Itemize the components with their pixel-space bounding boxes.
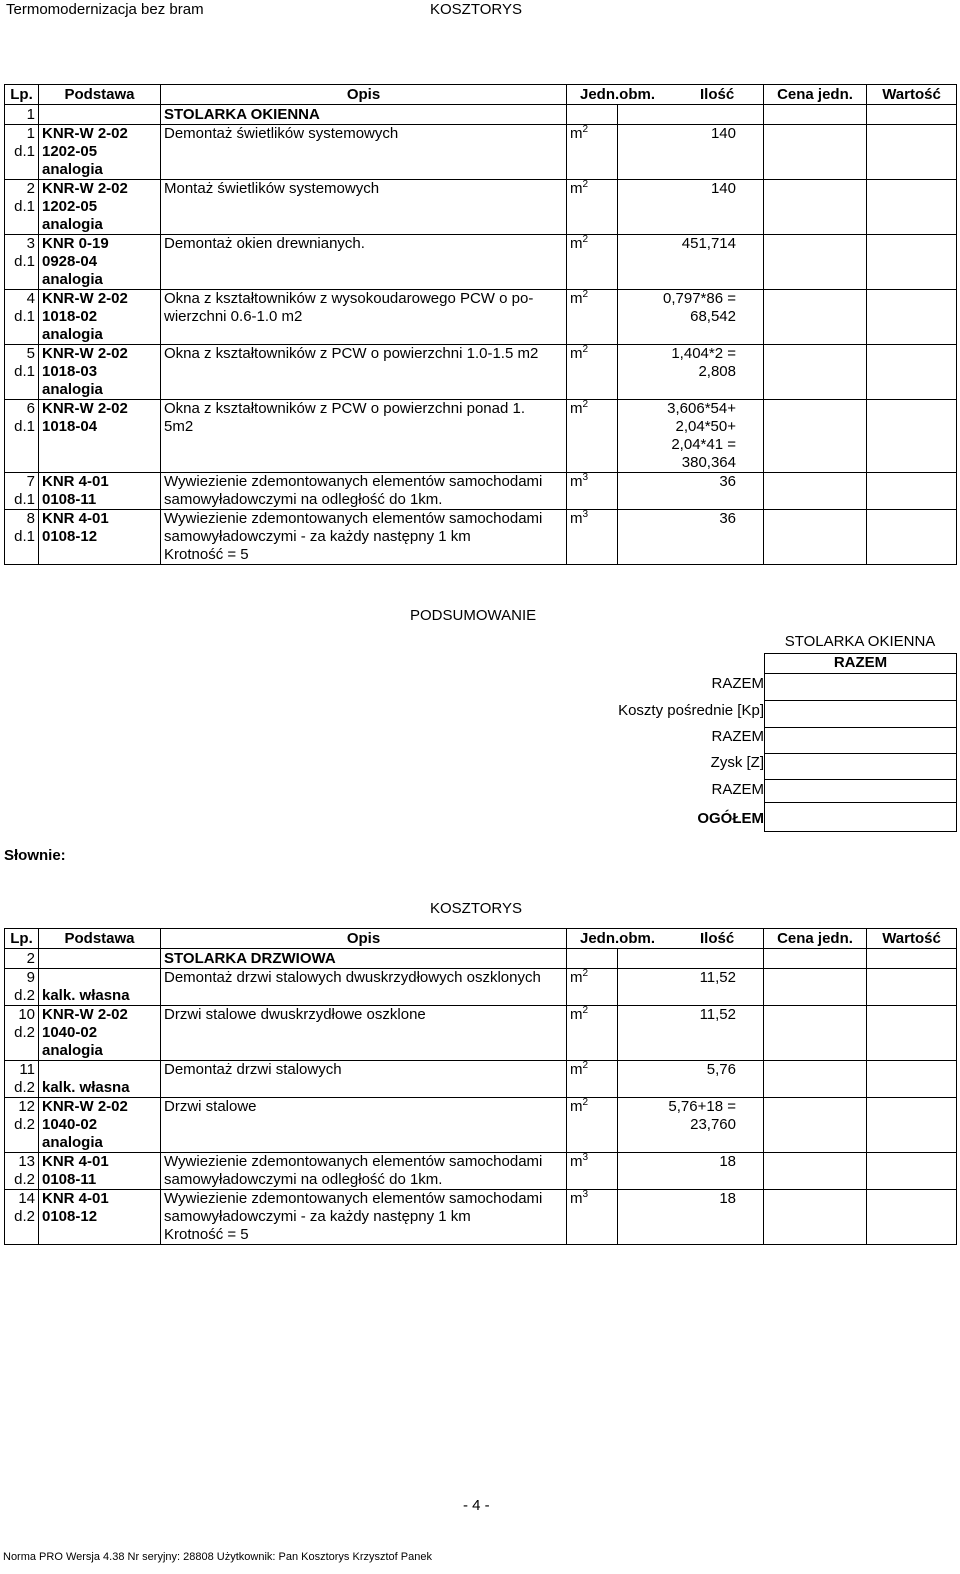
item-basis-line xyxy=(42,969,160,987)
item-number-line: 6 xyxy=(26,400,35,417)
item-unit-exponent: 2 xyxy=(582,968,589,979)
item-basis-line: KNR-W 2-02 xyxy=(42,290,128,307)
summary-label-zysk: Zysk [Z] xyxy=(710,754,764,771)
table-row xyxy=(5,235,957,290)
item-number xyxy=(5,180,39,235)
item-basis-line xyxy=(42,1061,160,1079)
item-value xyxy=(867,1061,957,1098)
item-description xyxy=(161,290,567,345)
item-number-line: d.2 xyxy=(14,1116,35,1133)
item-quantity xyxy=(618,345,764,400)
item-unit-exponent: 3 xyxy=(582,509,589,520)
item-unit-price xyxy=(764,180,867,235)
item-basis xyxy=(39,473,161,510)
item-number-line: d.2 xyxy=(14,1079,35,1096)
item-quantity-line: 2,04*41 = xyxy=(671,436,736,453)
table-row xyxy=(5,125,957,180)
table-row xyxy=(5,1153,957,1190)
item-quantity-line: 0,797*86 = xyxy=(663,290,736,307)
table-row xyxy=(5,473,957,510)
item-number-line: d.1 xyxy=(14,253,35,270)
table-header-row xyxy=(5,85,957,105)
item-number-line: 12 xyxy=(18,1098,35,1115)
col-opis: Opis xyxy=(161,929,567,949)
item-description-line: Drzwi stalowe dwuskrzydłowe oszklone xyxy=(164,1006,426,1023)
item-quantity-line: 11,52 xyxy=(699,969,736,986)
item-unit-symbol: m xyxy=(570,1153,583,1170)
summary-cell-razem1 xyxy=(765,674,956,701)
item-unit-symbol: m xyxy=(570,290,583,307)
col-ilosc: Ilość xyxy=(700,86,735,103)
item-description xyxy=(161,400,567,473)
item-basis xyxy=(39,969,161,1006)
section-lp: 2 xyxy=(5,949,39,969)
item-unit-exponent: 2 xyxy=(582,234,589,245)
item-number xyxy=(5,1006,39,1061)
item-number-line: 4 xyxy=(26,290,35,307)
item-description-line: Okna z kształtowników z PCW o powierzchni ponad 1. xyxy=(164,400,525,417)
item-quantity-line: 36 xyxy=(719,473,736,490)
section-title: STOLARKA DRZWIOWA xyxy=(161,949,567,969)
item-unit xyxy=(567,290,618,345)
item-description-line: samowyładowczymi - za każdy następny 1 km xyxy=(164,528,471,545)
item-description xyxy=(161,1061,567,1098)
item-number-line: 8 xyxy=(26,510,35,527)
item-description-line: Montaż świetlików systemowych xyxy=(164,180,380,197)
item-quantity-line: 2,808 xyxy=(698,363,736,380)
item-unit-exponent: 2 xyxy=(582,1005,589,1016)
col-wartosc: Wartość xyxy=(867,85,957,105)
item-description xyxy=(161,180,567,235)
item-description xyxy=(161,235,567,290)
col-podstawa: Podstawa xyxy=(39,929,161,949)
item-basis xyxy=(39,235,161,290)
item-basis-line: KNR-W 2-02 xyxy=(42,125,128,142)
summary-label-razem1: RAZEM xyxy=(711,675,764,692)
item-quantity-line: 3,606*54+ xyxy=(667,400,736,417)
item-number xyxy=(5,345,39,400)
item-quantity-line: 5,76+18 = xyxy=(668,1098,736,1115)
item-unit-symbol: m xyxy=(570,969,583,986)
item-unit-price xyxy=(764,1190,867,1245)
item-unit-price xyxy=(764,473,867,510)
table-row xyxy=(5,510,957,565)
item-basis-line: 1040-02 xyxy=(42,1116,98,1133)
item-basis-line: 0108-12 xyxy=(42,528,98,545)
item-quantity xyxy=(618,510,764,565)
item-basis xyxy=(39,1190,161,1245)
item-basis-line: KNR-W 2-02 xyxy=(42,400,128,417)
section-row xyxy=(5,105,957,125)
item-basis-line: kalk. własna xyxy=(42,1079,130,1096)
item-number-line: 10 xyxy=(18,1006,35,1023)
item-quantity-line: 18 xyxy=(719,1190,736,1207)
section-title: STOLARKA OKIENNA xyxy=(161,105,567,125)
item-unit-exponent: 2 xyxy=(582,179,589,190)
item-basis-line: 0928-04 xyxy=(42,253,98,270)
item-description-line: Demontaż świetlików systemowych xyxy=(164,125,399,142)
item-basis-line: 0108-12 xyxy=(42,1208,98,1225)
item-unit-exponent: 3 xyxy=(582,1189,589,1200)
section2-body xyxy=(5,949,957,1245)
item-quantity-line: 36 xyxy=(719,510,736,527)
item-value xyxy=(867,473,957,510)
item-number-line: 11 xyxy=(19,1061,35,1078)
item-unit-price xyxy=(764,1006,867,1061)
item-description-line: Wywiezienie zdemontowanych elementów samochodami xyxy=(164,1190,543,1207)
col-lp: Lp. xyxy=(5,85,39,105)
item-basis xyxy=(39,1006,161,1061)
item-unit-symbol: m xyxy=(570,345,583,362)
item-description-line: samowyładowczymi na odległość do 1km. xyxy=(164,1171,443,1188)
item-basis-line: analogia xyxy=(42,1134,103,1151)
item-quantity xyxy=(618,473,764,510)
item-value xyxy=(867,400,957,473)
item-description-line: Demontaż drzwi stalowych dwuskrzydłowych oszklonych xyxy=(164,969,541,986)
item-unit-price xyxy=(764,969,867,1006)
item-basis-line: 0108-11 xyxy=(42,1171,97,1188)
summary-cell-ogolem xyxy=(764,801,957,832)
item-number xyxy=(5,1190,39,1245)
item-basis-line: KNR 4-01 xyxy=(42,1153,109,1170)
item-description-line: Demontaż okien drewnianych. xyxy=(164,235,365,252)
item-number-line: d.1 xyxy=(14,491,35,508)
item-description-line: 5m2 xyxy=(164,418,194,435)
col-wartosc: Wartość xyxy=(867,929,957,949)
section-row xyxy=(5,949,957,969)
item-basis-line: analogia xyxy=(42,326,103,343)
item-basis-line: KNR-W 2-02 xyxy=(42,180,128,197)
item-number xyxy=(5,510,39,565)
table-row xyxy=(5,1098,957,1153)
item-unit-symbol: m xyxy=(570,510,583,527)
document-type: KOSZTORYS xyxy=(430,1,522,18)
item-number xyxy=(5,473,39,510)
item-basis-line: 1202-05 xyxy=(42,198,98,215)
item-basis-line: KNR-W 2-02 xyxy=(42,345,128,362)
item-basis-line: KNR 4-01 xyxy=(42,510,109,527)
item-quantity-line: 5,76 xyxy=(706,1061,736,1078)
table-header-row xyxy=(5,929,957,949)
item-description-line: Krotność = 5 xyxy=(164,1226,249,1243)
item-basis-line: KNR-W 2-02 xyxy=(42,1006,128,1023)
item-description xyxy=(161,1190,567,1245)
item-quantity-line: 380,364 xyxy=(681,454,736,471)
item-unit-symbol: m xyxy=(570,473,583,490)
item-quantity xyxy=(618,125,764,180)
item-value xyxy=(867,1006,957,1061)
item-basis xyxy=(39,1061,161,1098)
item-description xyxy=(161,345,567,400)
item-unit xyxy=(567,1061,618,1098)
item-number xyxy=(5,400,39,473)
table-row xyxy=(5,180,957,235)
table-row xyxy=(5,1061,957,1098)
table-row xyxy=(5,345,957,400)
item-quantity-line: 23,760 xyxy=(690,1116,736,1133)
summary-col-razem: RAZEM xyxy=(833,654,888,671)
slownie-label: Słownie: xyxy=(4,847,66,864)
item-basis xyxy=(39,1153,161,1190)
item-basis-line: KNR 0-19 xyxy=(42,235,109,252)
item-number xyxy=(5,969,39,1006)
item-unit xyxy=(567,400,618,473)
summary-cell-kp xyxy=(765,701,956,728)
col-jedn-ilosc xyxy=(567,85,764,105)
item-value xyxy=(867,235,957,290)
item-number-line: d.1 xyxy=(14,528,35,545)
item-value xyxy=(867,180,957,235)
item-basis-line: 1018-03 xyxy=(42,363,98,380)
item-number-line: d.1 xyxy=(14,198,35,215)
item-value xyxy=(867,1098,957,1153)
item-basis-line: 0108-11 xyxy=(42,491,97,508)
item-unit-price xyxy=(764,1098,867,1153)
item-quantity xyxy=(618,1006,764,1061)
item-unit-symbol: m xyxy=(570,1098,583,1115)
item-quantity-line: 68,542 xyxy=(690,308,736,325)
item-description-line: Krotność = 5 xyxy=(164,546,249,563)
item-unit-symbol: m xyxy=(570,235,583,252)
item-basis-line: KNR 4-01 xyxy=(42,473,109,490)
summary-cell-zysk xyxy=(765,754,956,780)
item-number xyxy=(5,125,39,180)
item-unit-price xyxy=(764,345,867,400)
item-value xyxy=(867,125,957,180)
item-description-line: wierzchni 0.6-1.0 m2 xyxy=(164,308,303,325)
col-opis: Opis xyxy=(161,85,567,105)
col-jedn: Jedn.obm. xyxy=(580,930,656,947)
item-quantity xyxy=(618,180,764,235)
item-number-line: 3 xyxy=(26,235,35,252)
item-number-line: d.1 xyxy=(14,418,35,435)
item-description xyxy=(161,473,567,510)
item-basis xyxy=(39,180,161,235)
item-basis-line: analogia xyxy=(42,271,103,288)
item-value xyxy=(867,969,957,1006)
item-quantity-line: 11,52 xyxy=(699,1006,736,1023)
item-number-line: 9 xyxy=(26,969,35,986)
item-number-line: d.2 xyxy=(14,1208,35,1225)
item-description xyxy=(161,125,567,180)
item-unit xyxy=(567,125,618,180)
summary-col-razem-box xyxy=(764,653,957,673)
item-quantity-line: 18 xyxy=(719,1153,736,1170)
col-jedn-ilosc xyxy=(567,929,764,949)
item-unit-exponent: 2 xyxy=(582,289,589,300)
item-description xyxy=(161,1006,567,1061)
item-unit-exponent: 2 xyxy=(582,1060,589,1071)
item-number xyxy=(5,1098,39,1153)
page-number: - 4 - xyxy=(463,1497,490,1514)
item-number-line: 1 xyxy=(26,125,35,142)
item-number-line: 7 xyxy=(26,473,35,490)
item-description-line: Wywiezienie zdemontowanych elementów samochodami xyxy=(164,473,543,490)
item-description xyxy=(161,510,567,565)
summary-title: PODSUMOWANIE xyxy=(410,607,537,624)
summary-column xyxy=(764,633,956,654)
item-basis-line: analogia xyxy=(42,381,103,398)
item-unit-price xyxy=(764,1153,867,1190)
item-unit xyxy=(567,345,618,400)
item-quantity-line: 1,404*2 = xyxy=(671,345,736,362)
item-quantity xyxy=(618,1098,764,1153)
item-basis xyxy=(39,345,161,400)
item-basis xyxy=(39,125,161,180)
item-number-line: 2 xyxy=(26,180,35,197)
col-jedn: Jedn.obm. xyxy=(580,86,656,103)
item-value xyxy=(867,1190,957,1245)
summary-label-ogolem: OGÓŁEM xyxy=(697,810,764,827)
item-number-line: d.1 xyxy=(14,143,35,160)
item-number-line: d.2 xyxy=(14,1024,35,1041)
item-number xyxy=(5,1153,39,1190)
summary-cell-razem2 xyxy=(765,728,956,754)
item-description-line: samowyładowczymi na odległość do 1km. xyxy=(164,491,443,508)
software-footer: Norma PRO Wersja 4.38 Nr seryjny: 28808 Użytkownik: Pan Kosztorys Krzysztof Panek xyxy=(3,1551,432,1563)
summary-label-kp: Koszty pośrednie [Kp] xyxy=(618,702,764,719)
estimate-table-2 xyxy=(4,928,957,1245)
item-quantity xyxy=(618,1061,764,1098)
item-basis-line: 1018-02 xyxy=(42,308,98,325)
item-unit-exponent: 2 xyxy=(582,124,589,135)
summary-label-razem2: RAZEM xyxy=(711,728,764,745)
item-unit-symbol: m xyxy=(570,1006,583,1023)
summary-value-grid xyxy=(764,673,957,803)
item-description-line: samowyładowczymi - za każdy następny 1 km xyxy=(164,1208,471,1225)
item-unit xyxy=(567,1153,618,1190)
summary-col-title: STOLARKA OKIENNA xyxy=(784,633,936,650)
item-quantity xyxy=(618,969,764,1006)
item-basis xyxy=(39,290,161,345)
item-basis-line: 1202-05 xyxy=(42,143,98,160)
item-basis xyxy=(39,510,161,565)
item-value xyxy=(867,510,957,565)
item-number xyxy=(5,290,39,345)
item-description xyxy=(161,1153,567,1190)
item-number xyxy=(5,235,39,290)
col-podstawa: Podstawa xyxy=(39,85,161,105)
item-quantity xyxy=(618,290,764,345)
item-quantity xyxy=(618,400,764,473)
item-description-line: Wywiezienie zdemontowanych elementów samochodami xyxy=(164,1153,543,1170)
item-unit xyxy=(567,510,618,565)
item-number xyxy=(5,1061,39,1098)
item-quantity-line: 140 xyxy=(710,180,736,197)
item-description-line: Wywiezienie zdemontowanych elementów samochodami xyxy=(164,510,543,527)
item-unit-price xyxy=(764,235,867,290)
document-title: Termomodernizacja bez bram xyxy=(6,1,204,18)
item-unit xyxy=(567,180,618,235)
item-description xyxy=(161,969,567,1006)
item-number-line: d.1 xyxy=(14,363,35,380)
item-unit xyxy=(567,1190,618,1245)
item-number-line: d.1 xyxy=(14,308,35,325)
item-description-line: Drzwi stalowe xyxy=(164,1098,257,1115)
item-unit-symbol: m xyxy=(570,1190,583,1207)
item-quantity xyxy=(618,235,764,290)
item-description xyxy=(161,1098,567,1153)
table-row xyxy=(5,969,957,1006)
item-unit-symbol: m xyxy=(570,1061,583,1078)
item-unit xyxy=(567,235,618,290)
item-unit-exponent: 2 xyxy=(582,1097,589,1108)
item-quantity-line: 2,04*50+ xyxy=(675,418,736,435)
item-description-line: Okna z kształtowników z PCW o powierzchni 1.0-1.5 m2 xyxy=(164,345,539,362)
item-value xyxy=(867,1153,957,1190)
item-unit-exponent: 2 xyxy=(582,344,589,355)
item-unit-price xyxy=(764,290,867,345)
item-number-line: d.2 xyxy=(14,987,35,1004)
table-row xyxy=(5,1190,957,1245)
item-basis-line: 1040-02 xyxy=(42,1024,98,1041)
item-value xyxy=(867,345,957,400)
item-basis-line: analogia xyxy=(42,216,103,233)
item-number-line: d.2 xyxy=(14,1171,35,1188)
item-description-line: Demontaż drzwi stalowych xyxy=(164,1061,342,1078)
item-unit-exponent: 3 xyxy=(582,1152,589,1163)
item-quantity xyxy=(618,1190,764,1245)
item-basis xyxy=(39,400,161,473)
item-quantity-line: 451,714 xyxy=(681,235,736,252)
item-unit-price xyxy=(764,510,867,565)
item-value xyxy=(867,290,957,345)
item-number-line: 5 xyxy=(26,345,35,362)
col-lp: Lp. xyxy=(5,929,39,949)
item-number-line: 13 xyxy=(18,1153,35,1170)
col-ilosc: Ilość xyxy=(700,930,735,947)
item-unit-price xyxy=(764,1061,867,1098)
section1-body xyxy=(5,105,957,565)
item-unit xyxy=(567,969,618,1006)
item-unit xyxy=(567,1006,618,1061)
item-unit-symbol: m xyxy=(570,400,583,417)
item-basis-line: analogia xyxy=(42,161,103,178)
table-row xyxy=(5,400,957,473)
table-row xyxy=(5,1006,957,1061)
estimate-table-1 xyxy=(4,84,957,565)
item-unit-price xyxy=(764,125,867,180)
item-basis-line: 1018-04 xyxy=(42,418,98,435)
col-cena: Cena jedn. xyxy=(764,929,867,949)
item-basis-line: KNR-W 2-02 xyxy=(42,1098,128,1115)
item-quantity xyxy=(618,1153,764,1190)
item-unit-exponent: 3 xyxy=(582,472,589,483)
item-unit-symbol: m xyxy=(570,125,583,142)
summary-label-razem3: RAZEM xyxy=(711,781,764,798)
section-lp: 1 xyxy=(5,105,39,125)
document-type-2: KOSZTORYS xyxy=(430,900,522,917)
item-unit xyxy=(567,1098,618,1153)
item-unit-exponent: 2 xyxy=(582,399,589,410)
item-basis-line: analogia xyxy=(42,1042,103,1059)
item-unit xyxy=(567,473,618,510)
col-cena: Cena jedn. xyxy=(764,85,867,105)
item-unit-symbol: m xyxy=(570,180,583,197)
item-description-line: Okna z kształtowników z wysokoudarowego PCW o po- xyxy=(164,290,534,307)
item-basis xyxy=(39,1098,161,1153)
item-quantity-line: 140 xyxy=(710,125,736,142)
item-number-line: 14 xyxy=(18,1190,35,1207)
summary-cell-razem3 xyxy=(765,780,956,802)
table-row xyxy=(5,290,957,345)
item-basis-line: kalk. własna xyxy=(42,987,130,1004)
item-basis-line: KNR 4-01 xyxy=(42,1190,109,1207)
item-unit-price xyxy=(764,400,867,473)
